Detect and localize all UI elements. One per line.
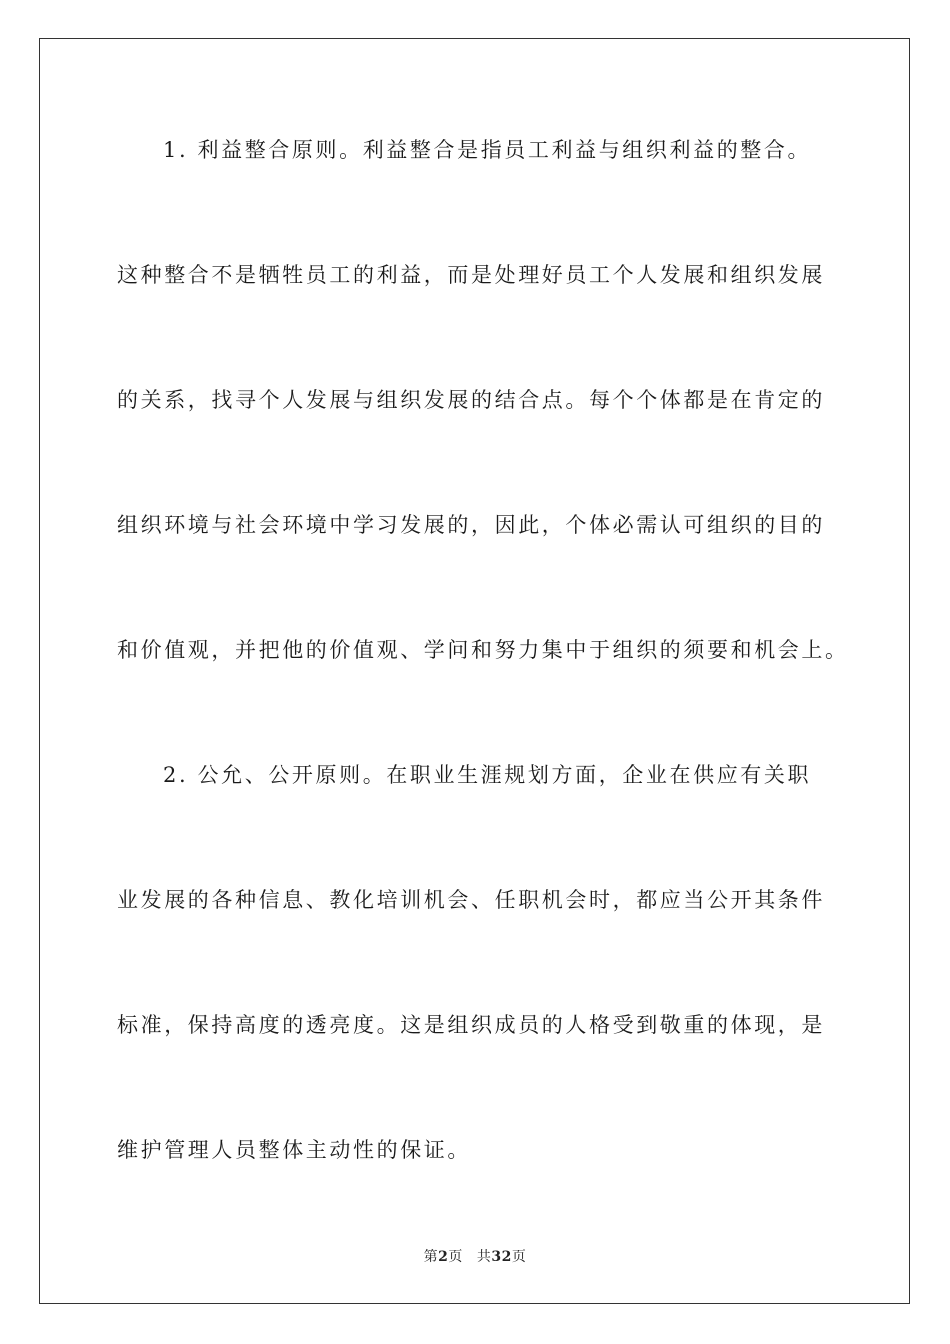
- paragraph-2-line-3: 标准，保持高度的透亮度。这是组织成员的人格受到敬重的体现，是: [117, 1013, 825, 1037]
- paragraph-1-line-1: 1. 利益整合原则。利益整合是指员工利益与组织利益的整合。: [163, 138, 812, 162]
- page-suffix: 页: [448, 1249, 463, 1265]
- page-number: 2: [438, 1249, 449, 1265]
- paragraph-2-line-4: 维护管理人员整体主动性的保证。: [117, 1138, 471, 1162]
- page-footer: [0, 1246, 950, 1266]
- paragraph-2-line-1: 2. 公允、公开原则。在职业生涯规划方面，企业在供应有关职: [163, 763, 812, 787]
- total-suffix: 页: [511, 1249, 527, 1265]
- paragraph-2-line-2: 业发展的各种信息、教化培训机会、任职机会时，都应当公开其条件: [117, 888, 825, 912]
- paragraph-1-line-3: 的关系，找寻个人发展与组织发展的结合点。每个个体都是在肯定的: [117, 388, 825, 412]
- total-pages: 32: [491, 1249, 512, 1265]
- paragraph-1-line-2: 这种整合不是牺牲员工的利益，而是处理好员工个人发展和组织发展: [117, 263, 825, 287]
- total-prefix: 共: [476, 1249, 492, 1265]
- page-prefix: 第: [423, 1249, 439, 1265]
- paragraph-1-line-5: 和价值观，并把他的价值观、学问和努力集中于组织的须要和机会上。: [117, 638, 849, 662]
- paragraph-1-line-4: 组织环境与社会环境中学习发展的，因此，个体必需认可组织的目的: [117, 513, 825, 537]
- page-frame: [39, 38, 910, 1304]
